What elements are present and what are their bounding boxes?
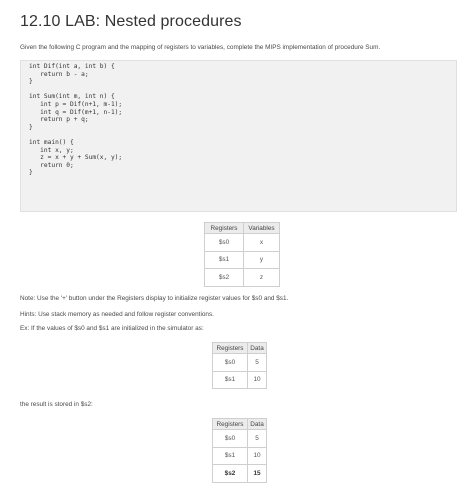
register-cell: $s0 [213, 354, 248, 372]
column-header-registers: Registers [213, 419, 248, 430]
table-row [213, 371, 267, 389]
table-header-row [213, 419, 267, 430]
code-block: int Dif(int a, int b) { return b - a; } int Sum(int m, int n) { int p = Dif(n+1, m-1); int q = Dif(m+1, n-1); return p + q; } int main() { int x, y; z = x + y + Sum(x, y); return 0; } [20, 60, 457, 212]
table-header-row [205, 223, 280, 234]
register-mapping-table [204, 222, 280, 287]
register-cell: $s0 [213, 430, 248, 448]
example-text: Ex: If the values of $s0 and $s1 are initialized in the simulator as: [20, 325, 204, 332]
variable-cell: y [244, 251, 280, 269]
column-header-registers: Registers [213, 343, 248, 354]
result-text: the result is stored in $s2: [20, 401, 93, 408]
column-header-registers: Registers [205, 223, 244, 234]
register-cell: $s2 [213, 465, 248, 483]
column-header-data: Data [248, 419, 267, 430]
table-row [205, 269, 280, 287]
table-row [205, 234, 280, 252]
table-row [213, 354, 267, 372]
column-header-data: Data [248, 343, 267, 354]
intro-text: Given the following C program and the mapping of registers to variables, complete the MIPS implementation of procedure Sum. [20, 44, 381, 51]
data-cell: 10 [248, 447, 267, 465]
variable-cell: x [244, 234, 280, 252]
page-title: 12.10 LAB: Nested procedures [20, 13, 242, 30]
note-text: Note: Use the '+' button under the Registers display to initialize register values for $s0 and $s1. [20, 295, 289, 302]
table-header-row [213, 343, 267, 354]
register-cell: $s0 [205, 234, 244, 252]
register-cell: $s1 [213, 371, 248, 389]
table-row [205, 251, 280, 269]
table-row [213, 465, 267, 483]
hints-text: Hints: Use stack memory as needed and follow register conventions. [20, 311, 214, 318]
data-cell: 15 [248, 465, 267, 483]
data-cell: 5 [248, 430, 267, 448]
register-cell: $s2 [205, 269, 244, 287]
register-cell: $s1 [205, 251, 244, 269]
register-cell: $s1 [213, 447, 248, 465]
data-cell: 10 [248, 371, 267, 389]
table-row [213, 430, 267, 448]
data-cell: 5 [248, 354, 267, 372]
init-values-table [212, 342, 267, 389]
result-values-table [212, 418, 267, 483]
variable-cell: z [244, 269, 280, 287]
column-header-variables: Variables [244, 223, 280, 234]
table-row [213, 447, 267, 465]
